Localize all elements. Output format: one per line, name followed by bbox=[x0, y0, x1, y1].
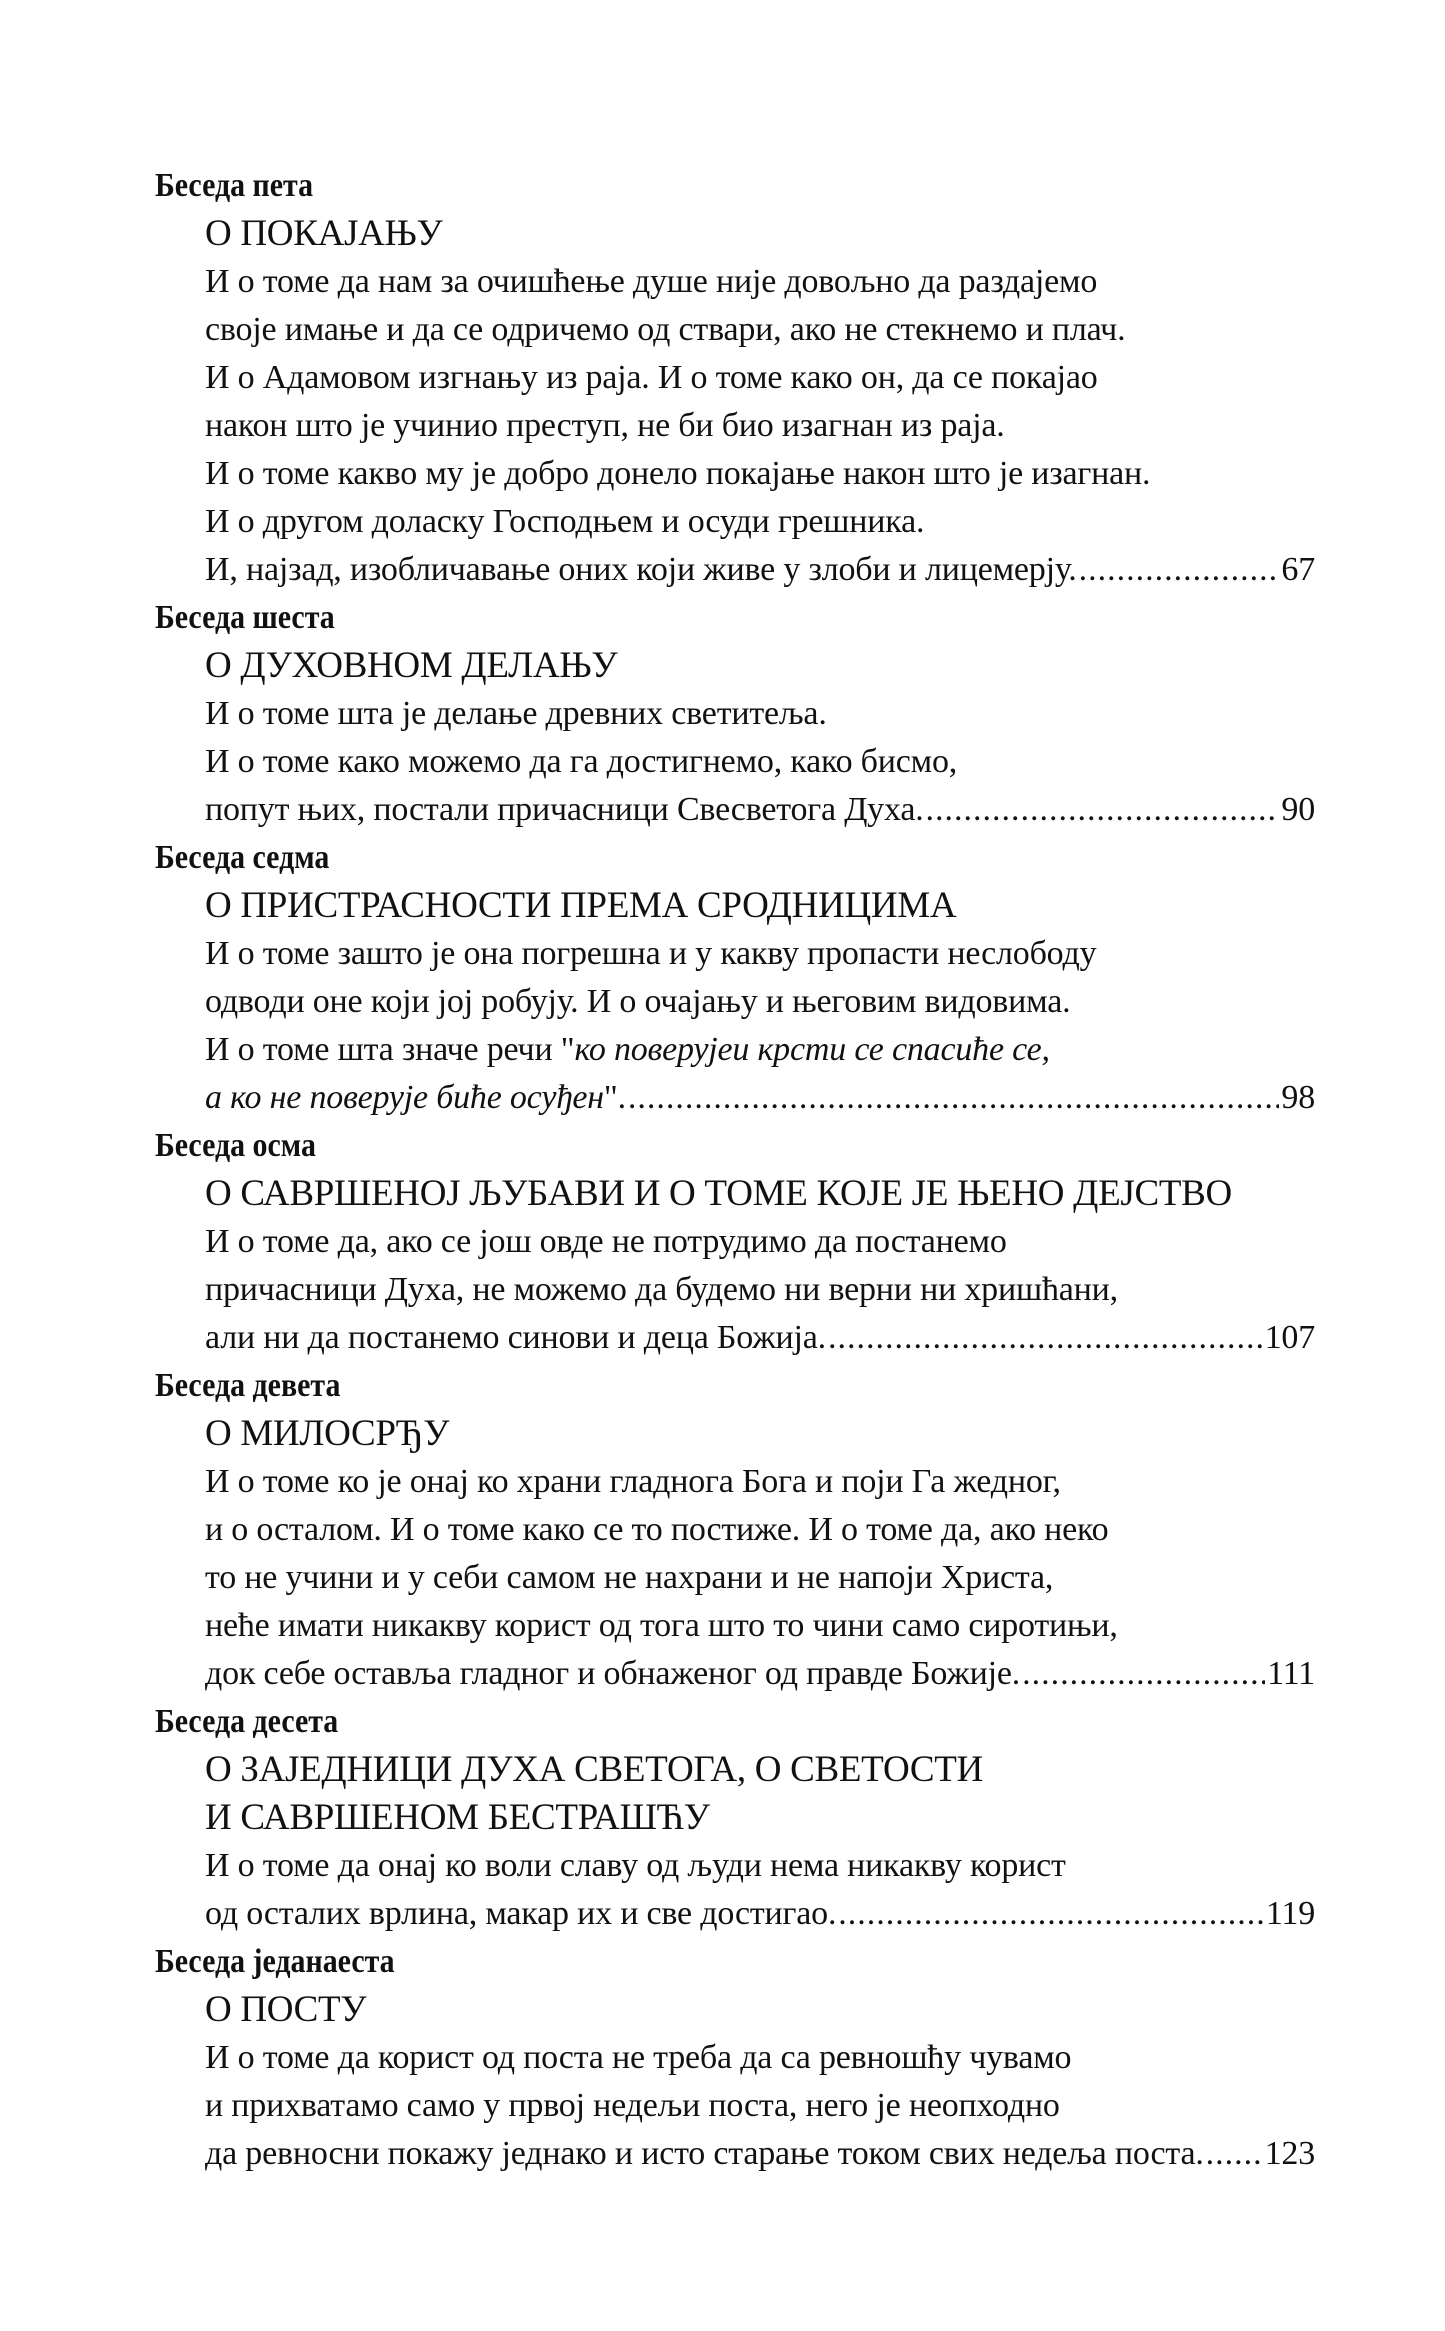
dot-leader bbox=[838, 1890, 1264, 1938]
toc-section-sermon-8 bbox=[155, 1122, 1315, 1362]
sermon-description-last-line: али ни да постанемо синови и деца Божија. bbox=[205, 1319, 826, 1356]
sermon-description-line: одводи оне који јој робују. И о очајању и његовим видовима. bbox=[205, 983, 1071, 1020]
sermon-description-line: И о томе да, ако се још овде не потрудимо да постанемо bbox=[205, 1223, 1007, 1260]
page-number: 90 bbox=[1281, 791, 1315, 828]
sermon-description-last-line: да ревносни покажу једнако и исто старање током свих недеља поста. bbox=[205, 2135, 1204, 2172]
sermon-description-line: причасници Духа, не можемо да будемо ни верни ни хришћани, bbox=[205, 1271, 1118, 1308]
quote-italic: ко поверујеи крсти се спасиће се, bbox=[574, 1031, 1050, 1068]
sermon-title: И САВРШЕНОМ БЕСТРАШЋУ bbox=[205, 1797, 710, 1838]
sermon-description-line: И о томе да нам за очишћење душе није довољно да раздајемо bbox=[205, 263, 1098, 300]
sermon-description-last-line bbox=[205, 1074, 626, 1122]
quote-prefix: И о томе шта значе речи " bbox=[205, 1031, 575, 1068]
sermon-title: О ЗАЈЕДНИЦИ ДУХА СВЕТОГА, О СВЕТОСТИ bbox=[205, 1749, 983, 1790]
sermon-description-line: И о томе шта је делање древних светитеља. bbox=[205, 695, 827, 732]
page-number: 111 bbox=[1267, 1655, 1315, 1692]
sermon-description-last-line: док себе оставља гладног и обнаженог од правде Божије. bbox=[205, 1655, 1021, 1692]
sermon-description-line: И о томе какво му је добро донело покајање након што је изагнан. bbox=[205, 455, 1151, 492]
toc-entry-line bbox=[155, 1074, 1315, 1122]
toc-section-sermon-5 bbox=[155, 162, 1315, 594]
toc-entry-line bbox=[155, 786, 1315, 834]
toc-entry-line bbox=[155, 1890, 1315, 1938]
toc-entry-line bbox=[155, 1650, 1315, 1698]
sermon-description-last-line: И, најзад, изобличавање оних који живе у злоби и лицемерју. bbox=[205, 551, 1077, 588]
sermon-description-line: И о томе да корист од поста не треба да са ревношћу чувамо bbox=[205, 2039, 1072, 2076]
quote-italic-end: а ко не поверује биће осуђен bbox=[205, 1079, 604, 1116]
sermon-description-last-line: од осталих врлина, макар их и све достигао. bbox=[205, 1895, 837, 1932]
sermon-title: О МИЛОСРЂУ bbox=[205, 1413, 450, 1454]
toc-entry-line bbox=[155, 1314, 1315, 1362]
page-number: 67 bbox=[1281, 551, 1315, 588]
sermon-description-last-line: попут њих, постали причасници Свесветога Духа. bbox=[205, 791, 924, 828]
sermon-title: О ДУХОВНОМ ДЕЛАЊУ bbox=[205, 645, 618, 686]
toc-section-sermon-10 bbox=[155, 1698, 1315, 1938]
toc-entry-line bbox=[155, 2130, 1315, 2178]
quote-suffix: ". bbox=[603, 1079, 626, 1116]
sermon-title: О ПОКАЈАЊУ bbox=[205, 213, 443, 254]
sermon-label: Беседа девета bbox=[155, 1367, 341, 1404]
sermon-description-line: и прихватамо само у првој недељи поста, него је неопходно bbox=[205, 2087, 1060, 2124]
sermon-label: Беседа пета bbox=[155, 167, 314, 204]
toc-section-sermon-7 bbox=[155, 834, 1315, 1122]
sermon-description-line: И о томе зашто је она погрешна и у какву пропасти неслободу bbox=[205, 935, 1097, 972]
dot-leader bbox=[926, 786, 1280, 834]
sermon-label: Беседа десета bbox=[155, 1703, 339, 1740]
sermon-description-line: своје имање и да се одричемо од ствари, ако не стекнемо и плач. bbox=[205, 311, 1126, 348]
sermon-label: Беседа осма bbox=[155, 1127, 316, 1164]
sermon-quote-line bbox=[155, 1026, 1315, 1074]
page-number: 107 bbox=[1264, 1319, 1315, 1356]
page-number: 98 bbox=[1281, 1079, 1315, 1116]
table-of-contents bbox=[155, 162, 1315, 2178]
page-number: 119 bbox=[1265, 1895, 1315, 1932]
sermon-description-line: и о осталом. И о томе како се то постиже. И о томе да, ако неко bbox=[205, 1511, 1109, 1548]
sermon-label: Беседа шеста bbox=[155, 599, 335, 636]
sermon-description-line: И о другом доласку Господњем и осуди грешника. bbox=[205, 503, 925, 540]
sermon-description-line: неће имати никакву корист од тога што то чини само сиротињи, bbox=[205, 1607, 1118, 1644]
sermon-description-line: И о томе како можемо да га достигнемо, како бисмо, bbox=[205, 743, 958, 780]
sermon-label: Беседа једанаеста bbox=[155, 1943, 395, 1980]
dot-leader bbox=[628, 1074, 1280, 1122]
toc-section-sermon-6 bbox=[155, 594, 1315, 834]
toc-section-sermon-9 bbox=[155, 1362, 1315, 1698]
dot-leader bbox=[1206, 2130, 1263, 2178]
sermon-description-line: И о томе ко је онај ко храни гладнога Бога и поји Га жедног, bbox=[205, 1463, 1061, 1500]
sermon-description-line: то не учини и у себи самом не нахрани и не напоји Христа, bbox=[205, 1559, 1054, 1596]
toc-section-sermon-11 bbox=[155, 1938, 1315, 2178]
dot-leader bbox=[1022, 1650, 1265, 1698]
toc-entry-line bbox=[155, 546, 1315, 594]
sermon-label: Беседа седма bbox=[155, 839, 330, 876]
sermon-title: О САВРШЕНОЈ ЉУБАВИ И О ТОМЕ КОЈЕ ЈЕ ЊЕНО ДЕЈСТВО bbox=[205, 1173, 1232, 1214]
sermon-description-line: након што је учинио преступ, не би био изагнан из раја. bbox=[205, 407, 1005, 444]
page-number: 123 bbox=[1264, 2135, 1315, 2172]
dot-leader bbox=[1079, 546, 1280, 594]
sermon-title: О ПРИСТРАСНОСТИ ПРЕМА СРОДНИЦИМА bbox=[205, 885, 957, 926]
dot-leader bbox=[828, 1314, 1263, 1362]
sermon-description-line: И о Адамовом изгнању из раја. И о томе како он, да се покајао bbox=[205, 359, 1098, 396]
sermon-description-line: И о томе да онај ко воли славу од људи нема никакву корист bbox=[205, 1847, 1066, 1884]
sermon-title: О ПОСТУ bbox=[205, 1989, 367, 2030]
